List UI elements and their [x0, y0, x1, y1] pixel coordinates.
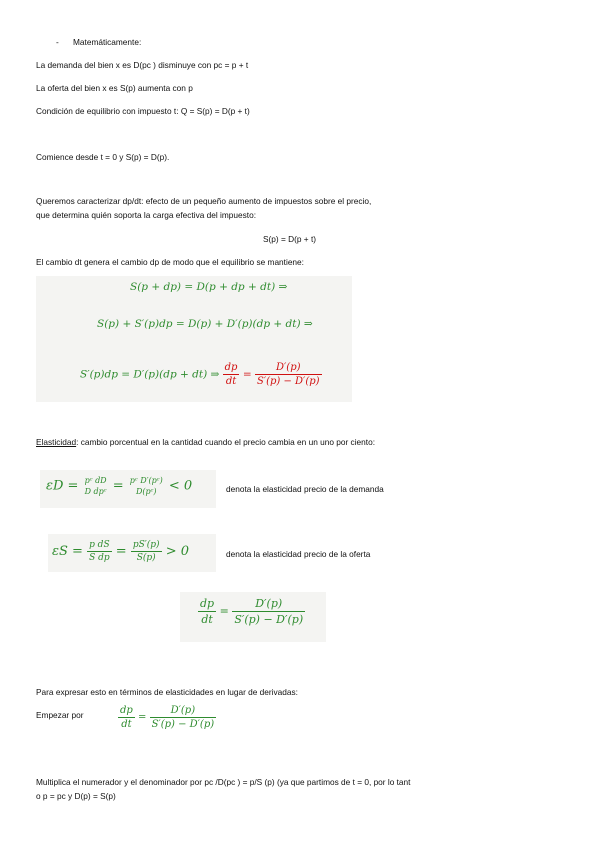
equation-3-fraction-dpdt: [223, 362, 240, 387]
paragraph-comience: Comience desde t = 0 y S(p) = D(p).: [36, 152, 170, 162]
equation-3: [80, 362, 322, 387]
elasticidad-term: Elasticidad: [36, 437, 77, 447]
equation-dpdt: [198, 597, 305, 626]
equation-empezar: [118, 705, 216, 730]
dpdt-fraction-lhs: [198, 597, 216, 626]
empezar-equals: =: [138, 712, 147, 723]
paragraph-expresar: Para expresar esto en términos de elasticidades en lugar de derivadas:: [36, 687, 298, 697]
fraction-numerator: dp: [200, 597, 215, 610]
fraction-denominator: S′(p) − D′(p): [151, 719, 215, 730]
epsilon-d-equals: =: [112, 478, 124, 494]
epsilon-d-label: denota la elasticidad precio de la demanda: [226, 484, 384, 494]
fraction-numerator: pᶜ D′(pᶜ): [129, 476, 163, 485]
elasticidad-definition: : cambio porcentual en la cantidad cuando el precio cambia en un uno por ciento:: [76, 437, 376, 447]
paragraph-caracterizar-2: que determina quién soporta la carga efectiva del impuesto:: [36, 210, 257, 220]
fraction-numerator: p dS: [89, 540, 110, 550]
paragraph-elasticidad: [36, 438, 375, 446]
fraction-denominator: dt: [201, 613, 213, 626]
equation-epsilon-d: [46, 476, 192, 496]
epsilon-s-equals: =: [115, 544, 127, 559]
empezar-por-label: Empezar por: [36, 710, 84, 720]
fraction-denominator: D(pᶜ): [135, 487, 157, 496]
fraction-numerator: pS′(p): [132, 540, 160, 550]
epsilon-d-fraction-1: [83, 476, 109, 496]
fraction-denominator: S dp: [89, 553, 110, 563]
fraction-denominator: S(p): [136, 553, 156, 563]
fraction-numerator: D′(p): [232, 597, 305, 612]
fraction-numerator: D′(p): [150, 705, 217, 718]
paragraph-cambio-dt: El cambio dt genera el cambio dp de modo que el equilibrio se mantiene:: [36, 257, 304, 267]
equation-3-fraction-result: [255, 362, 322, 387]
epsilon-s-label: denota la elasticidad precio de la oferta: [226, 549, 371, 559]
epsilon-s-inequality: > 0: [165, 544, 190, 559]
heading-matematicamente: Matemáticamente:: [73, 37, 142, 47]
fraction-denominator: S′(p) − D′(p): [234, 613, 304, 626]
epsilon-d-inequality: < 0: [168, 478, 193, 494]
epsilon-s-symbol: εS =: [52, 544, 83, 559]
equation-3-lhs: S′(p)dp = D′(p)(dp + dt) ⇒: [80, 368, 220, 381]
epsilon-d-fraction-2: [128, 476, 165, 496]
dpdt-fraction-rhs: [232, 597, 305, 626]
fraction-denominator: dt: [121, 719, 132, 730]
bullet-dash: -: [56, 37, 59, 47]
fraction-denominator: dt: [225, 376, 237, 387]
paragraph-caracterizar-1: Queremos caracterizar dp/dt: efecto de un pequeño aumento de impuestos sobre el precio,: [36, 196, 372, 206]
paragraph-oferta: La oferta del bien x es S(p) aumenta con p: [36, 83, 193, 93]
fraction-numerator: D′(p): [255, 362, 322, 375]
fraction-denominator: D dpᶜ: [84, 487, 107, 496]
paragraph-demanda: La demanda del bien x es D(pc ) disminuye con pc = p + t: [36, 60, 249, 70]
paragraph-multiplica-2: o p = pc y D(p) = S(p): [36, 791, 116, 801]
equation-2: S(p) + S′(p)dp = D(p) + D′(p)(dp + dt) ⇒: [97, 318, 313, 330]
fraction-numerator: dp: [120, 705, 133, 716]
equation-epsilon-s: [52, 540, 189, 563]
centered-equation: S(p) = D(p + t): [263, 234, 317, 244]
dpdt-equals: =: [219, 604, 229, 618]
fraction-denominator: S′(p) − D′(p): [256, 376, 320, 387]
empezar-fraction-lhs: [118, 705, 135, 730]
paragraph-equilibrio: Condición de equilibrio con impuesto t: Q = S(p) = D(p + t): [36, 106, 250, 116]
equation-1: S(p + dp) = D(p + dp + dt) ⇒: [130, 281, 288, 293]
empezar-fraction-rhs: [150, 705, 217, 730]
equation-3-equals: =: [242, 368, 252, 381]
fraction-numerator: pᶜ dD: [84, 476, 107, 485]
epsilon-s-fraction-2: [131, 540, 162, 563]
epsilon-d-symbol: εD =: [46, 478, 79, 494]
paragraph-multiplica-1: Multiplica el numerador y el denominador por pc /D(pc ) = p/S (p) (ya que partimos de t = 0, por lo tant: [36, 777, 411, 787]
fraction-numerator: dp: [224, 362, 238, 373]
epsilon-s-fraction-1: [87, 540, 112, 563]
